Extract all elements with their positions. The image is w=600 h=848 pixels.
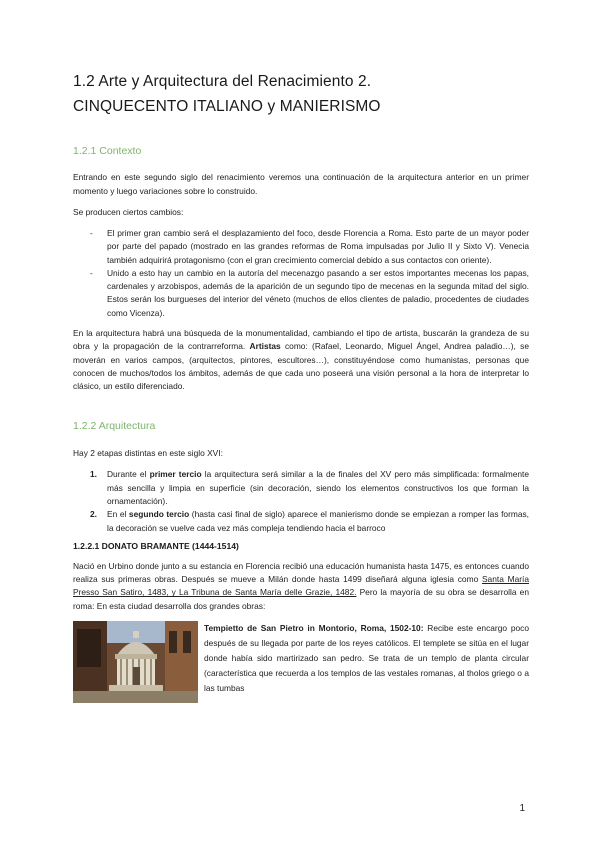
title-line-2: CINQUECENTO ITALIANO y MANIERISMO: [73, 97, 381, 115]
architecture-intro: Hay 2 etapas distintas en este siglo XVI:: [73, 448, 223, 459]
tempietto-image: [73, 621, 198, 703]
page-number: 1: [519, 803, 525, 814]
architecture-numbered-list: [73, 468, 529, 534]
tempietto-figure-row: [73, 621, 529, 703]
context-paragraph-3: En la arquitectura habrá una búsqueda de la monumentalidad, cambiando el tipo de artista, buscarán la grandeza de su obra y la propagación de la contrarreforma. Artistas como: (Rafael, Leonardo, Miguel Ángel, Andrea paladio…), se moverán en varios campos, (arquitectos, pintores, escultores…), constituyéndose como humanistas, personas que conocen de muchos/todos los ámbitos, además de que cada uno poseerá una visión personal a la hora de interpretar lo clásico, un estilo diferenciado.: [73, 328, 529, 392]
subsection-heading-bramante: 1.2.2.1 DONATO BRAMANTE (1444-1514): [73, 540, 239, 551]
list-item: 1. Durante el primer tercio la arquitectura será similar a la de finales del XV pero más simplificada: formalmente más sencilla y limpia en superficie (sin decoración, siendo los elementos constructivos los que forman la ornamentación).: [90, 469, 530, 506]
tempietto-description: Tempietto de San Pietro in Montorio, Roma, 1502-10: Recibe este encargo poco después de su llegada por parte de los reyes católicos. El templete se sitúa en el lugar donde había sido martirizado san pedro. Se trata de un templo de planta circular (característica que recuerda a los templos de las vestales romanas, al tholos griego o a las tumbas: [204, 622, 529, 693]
tempietto-title: Tempietto de San Pietro in Montorio, Roma, 1502-10:: [204, 622, 424, 633]
artists-keyword: Artistas: [249, 341, 281, 352]
section-heading-context: 1.2.1 Contexto: [73, 144, 142, 157]
context-bullet-list: [73, 227, 529, 320]
list-item: 2. En el segundo tercio (hasta casi final de siglo) aparece el manierismo donde se empiezan a romper las formas, la decoración se vuelve cada vez más compleja tendiendo hacia el barroco: [90, 509, 530, 533]
document-page: [73, 70, 529, 703]
bramante-paragraph: Nació en Urbino donde junto a su estancia en Florencia recibió una educación humanista hasta 1475, es entonces cuando realiza sus primeras obras. Después se mueve a Milán donde hasta 1499 diseñará alguna iglesia como Santa María Presso San Satiro, 1483, y La Tribuna de Santa María delle Grazie, 1482. Pero la mayoría de su obra se desarrolla en roma: En esta ciudad desarrolla dos grandes obras:: [73, 560, 529, 611]
context-paragraph-1: Entrando en este segundo siglo del renacimiento veremos una continuación de la arquitectura anterior en un primer momento y luego variaciones sobre lo construido.: [73, 172, 529, 196]
list-item: - Unido a esto hay un cambio en la autoría del mecenazgo pasando a ser estos importantes mecenas los papas, cardenales y arzobispos, además de la aparición de un segundo tipo de mecenas en la segunda mitad del siglo. Estos serán los burgueses del interior del véneto (muchos de ellos clientes de paladio, procedentes de ciudades como Vicenza).: [90, 267, 529, 318]
tempietto-photo: [73, 621, 198, 703]
dash-bullet: -: [90, 267, 93, 278]
dash-bullet: -: [90, 228, 93, 239]
list-item: - El primer gran cambio será el desplazamiento del foco, desde Florencia a Roma. Esto parte de un mayor poder por parte del papado (mostrado en las grandes reformas de Roma impulsadas por Julio II y Sixto V). Venecia también adquirirá protagonismo (con el gran crecimiento comercial debido a sus contactos con oriente).: [90, 228, 529, 265]
section-heading-architecture: 1.2.2 Arquitectura: [73, 420, 156, 433]
title-line-1: 1.2 Arte y Arquitectura del Renacimiento 2.: [73, 73, 372, 90]
underlined-works: Santa María Presso San Satiro, 1483, y La Tribuna de Santa María delle Grazie, 1482.: [73, 574, 529, 598]
context-paragraph-2: Se producen ciertos cambios:: [73, 206, 184, 217]
document-title: [73, 70, 529, 120]
